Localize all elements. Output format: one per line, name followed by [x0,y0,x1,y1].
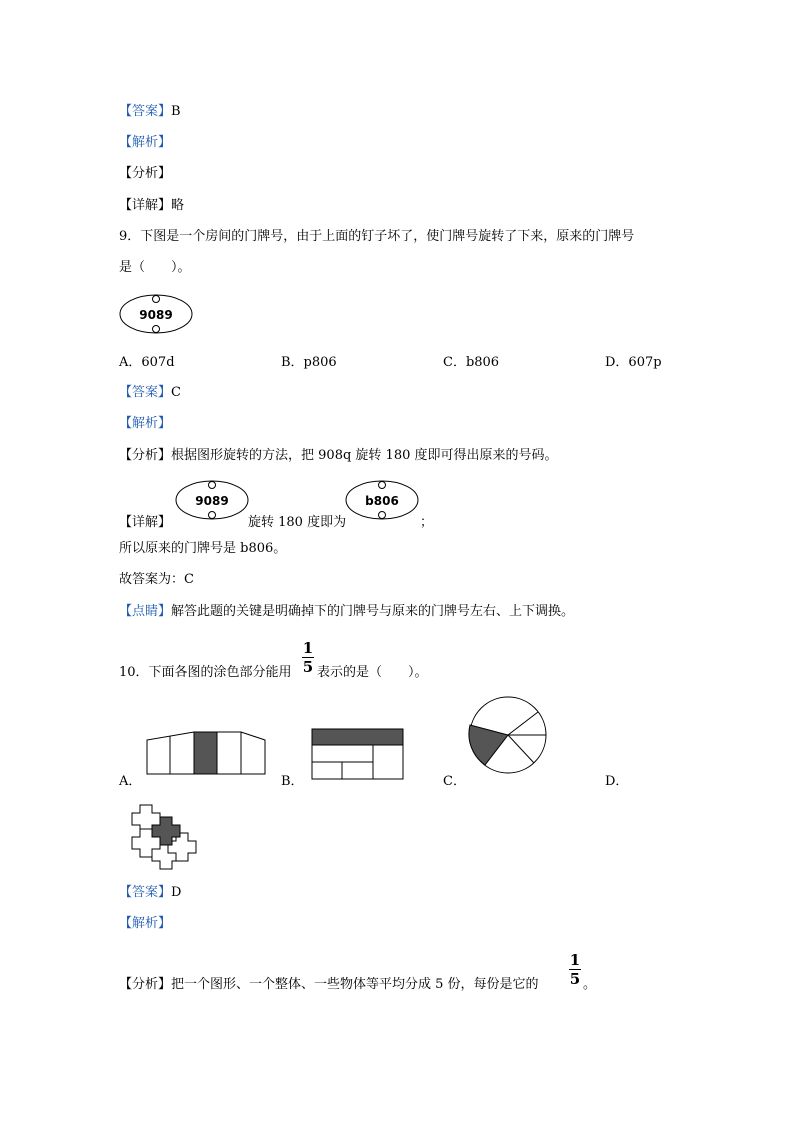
q10-stem-post: 表示的是（ ）。 [317,665,428,680]
tips-text: 解答此题的关键是明确掉下的门牌号与原来的门牌号左右、上下调换。 [171,604,575,619]
q10-option-b[interactable]: B． [281,774,304,789]
original-plate-text: b806 [365,494,399,508]
figure-b-shaded-part [312,729,403,745]
plate-text: 9089 [139,308,173,322]
q8-fenxi-line [119,165,171,183]
fraction-one-fifth-2 [569,952,581,987]
q9-option-b[interactable]: B．p806 [281,355,337,370]
q10-analysis-tag: 【解析】 [119,916,172,931]
fraction-numerator: 1 [569,951,581,969]
q9-stem-line2: 是（ ）。 [119,260,191,275]
q10-option-a[interactable]: A． [119,774,142,789]
q9-analysis-tag: 【解析】 [119,416,172,431]
fenxi-tag: 【分析】 [119,166,172,181]
q8-analysis-tag: 【解析】 [119,135,172,150]
answer-tag: 【答案】 [119,385,172,400]
fenxi-tag: 【分析】 [119,977,172,992]
q10-fenxi-line [119,976,539,994]
q10-answer-line [119,884,181,902]
detail-tag: 【详解】 [119,198,172,213]
q9-detail-tag: 【详解】 [119,515,172,530]
q10-option-c[interactable]: C． [443,774,466,789]
semicolon: ； [420,515,434,530]
q8-answer-line [119,103,181,121]
figure-d-crosses [127,804,197,870]
rotate-text: 旋转 180 度即为 [248,515,347,530]
answer-value: C [171,385,181,400]
answer-tag: 【答案】 [119,104,172,119]
fenxi-end: 。 [583,977,597,992]
rotated-plate-text: 9089 [195,494,229,508]
q9-option-a[interactable]: A．607d [119,355,175,370]
fraction-numerator: 1 [302,639,314,657]
q9-option-d[interactable]: D．607p [605,355,662,370]
figure-a-shaded-part [194,732,217,774]
q9-conclusion: 所以原来的门牌号是 b806。 [119,541,287,556]
q8-detail-line [119,197,184,215]
rotated-plate-figure [175,480,251,522]
detail-text: 略 [171,198,185,213]
q9-door-plate-figure [119,292,195,338]
q10-option-d[interactable]: D． [605,774,629,789]
answer-tag: 【答案】 [119,885,172,900]
figure-b-rectangle [311,728,405,780]
figure-c-circle [468,695,550,777]
q9-fenxi-line [119,447,558,465]
figure-a-pentagon [146,728,268,776]
fraction-denominator: 5 [302,658,314,676]
q9-stem-line1: 9．下图是一个房间的门牌号，由于上面的钉子坏了，使门牌号旋转了下来，原来的门牌号 [119,229,635,244]
original-plate-figure [345,480,421,522]
fraction-denominator: 5 [569,970,581,988]
q9-answer-line [119,384,181,402]
q9-tips-line [119,603,574,621]
fenxi-tag: 【分析】 [119,448,172,463]
q10-stem-pre: 10．下面各图的涂色部分能用 [119,665,292,680]
answer-value: B [171,104,181,119]
fenxi-text: 根据图形旋转的方法，把 908q 旋转 180 度即可得出原来的号码。 [171,448,558,463]
q9-option-c[interactable]: C．b806 [443,355,500,370]
tips-tag: 【点睛】 [119,604,172,619]
answer-value: D [171,885,182,900]
q9-final: 故答案为：C [119,572,194,587]
fraction-one-fifth [302,640,314,675]
fenxi-text: 把一个图形、一个整体、一些物体等平均分成 5 份，每份是它的 [171,977,539,992]
